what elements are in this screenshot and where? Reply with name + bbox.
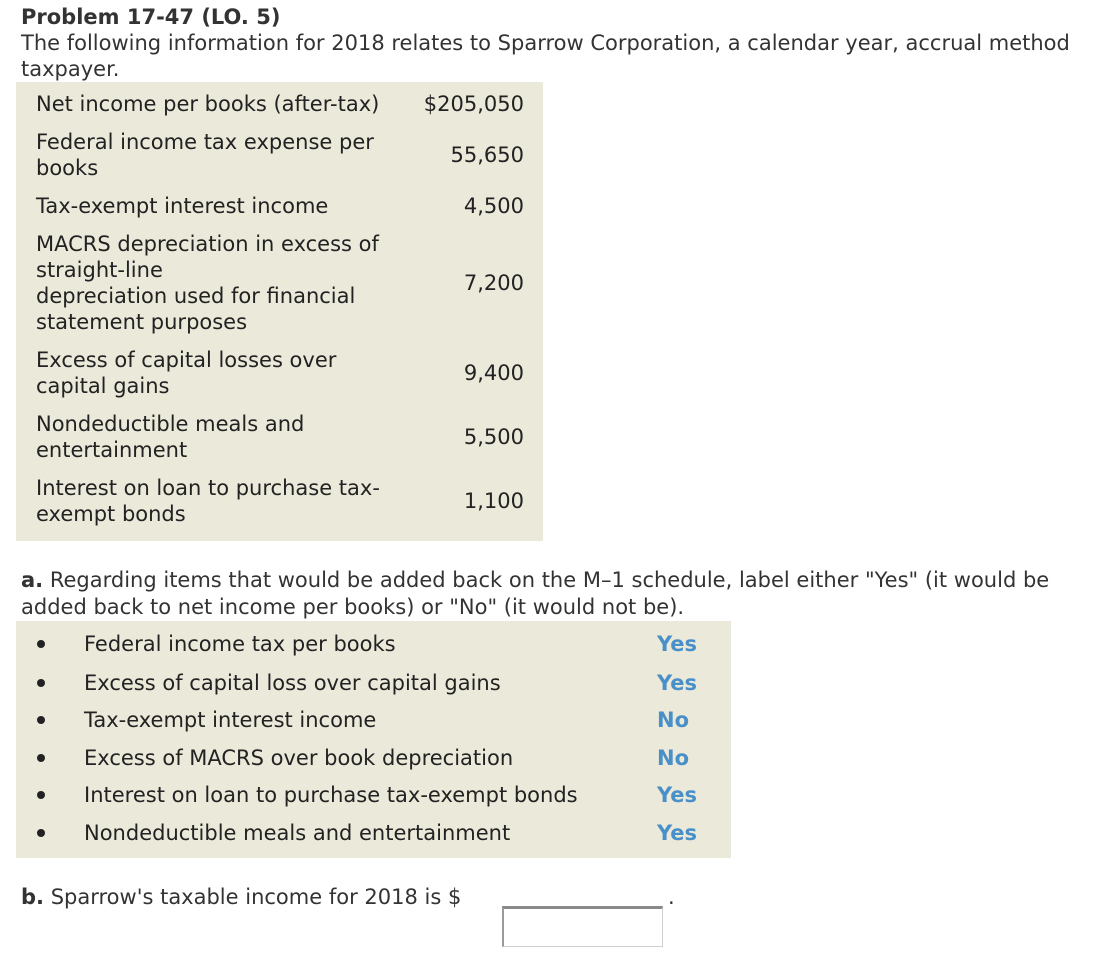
- table-row: [16, 129, 543, 193]
- item-label: Nondeductible meals and entertainment: [36, 412, 305, 462]
- part-a-answers: [16, 621, 731, 858]
- given-data-table: [16, 82, 543, 541]
- bullet-icon: [37, 716, 45, 724]
- table-row: [16, 91, 543, 129]
- trailing-period: .: [668, 885, 675, 909]
- problem-intro: The following information for 2018 relates to Sparrow Corporation, a calendar year, accrual method taxpayer.: [21, 31, 1070, 81]
- list-item: [16, 818, 731, 856]
- item-value: 55,650: [450, 143, 524, 167]
- part-b-text: Sparrow's taxable income for 2018 is $: [50, 885, 462, 909]
- item-label: MACRS depreciation in excess of straight-line depreciation used for financial statement purposes: [36, 232, 379, 334]
- answer-label: Excess of MACRS over book depreciation: [84, 746, 514, 770]
- list-item: [16, 629, 731, 667]
- taxable-income-input[interactable]: [502, 906, 663, 947]
- part-b-question: [21, 884, 461, 911]
- answer-value: No: [657, 746, 690, 770]
- list-item: [16, 780, 731, 818]
- answer-label: Tax-exempt interest income: [84, 708, 377, 732]
- answer-label: Nondeductible meals and entertainment: [84, 821, 511, 845]
- item-label: Tax-exempt interest income: [36, 194, 329, 218]
- item-value: 7,200: [463, 271, 524, 295]
- list-item: [16, 668, 731, 706]
- bullet-icon: [37, 679, 45, 687]
- item-label: Interest on loan to purchase tax-exempt bonds: [36, 476, 380, 526]
- table-row: [16, 193, 543, 231]
- answer-value: Yes: [657, 821, 698, 845]
- bullet-icon: [37, 791, 45, 799]
- list-item: [16, 705, 731, 743]
- answer-label: Excess of capital loss over capital gains: [84, 671, 501, 695]
- bullet-icon: [37, 754, 45, 762]
- item-value: 5,500: [463, 425, 524, 449]
- item-value: 1,100: [463, 489, 524, 513]
- table-row: [16, 411, 543, 475]
- item-label: Federal income tax expense per books: [36, 130, 374, 180]
- problem-title: Problem 17-47 (LO. 5): [21, 5, 281, 29]
- part-a-marker: a.: [21, 568, 44, 592]
- part-a-question: [21, 567, 1091, 621]
- part-a-text: Regarding items that would be added back on the M–1 schedule, label either "Yes" (it would be added back to net income per books) or "No" (it would not be).: [21, 568, 1050, 619]
- item-value: $205,050: [423, 92, 524, 116]
- answer-value: No: [657, 708, 690, 732]
- bullet-icon: [37, 829, 45, 837]
- item-label: Excess of capital losses over capital gains: [36, 348, 337, 398]
- item-value: 4,500: [463, 194, 524, 218]
- item-value: 9,400: [463, 361, 524, 385]
- answer-label: Federal income tax per books: [84, 632, 396, 656]
- item-label: Net income per books (after-tax): [36, 92, 380, 116]
- list-item: [16, 743, 731, 781]
- table-row: [16, 475, 543, 539]
- part-b-marker: b.: [21, 885, 45, 909]
- table-row: [16, 231, 543, 347]
- table-row: [16, 347, 543, 411]
- answer-value: Yes: [657, 783, 698, 807]
- bullet-icon: [37, 640, 45, 648]
- answer-value: Yes: [657, 632, 698, 656]
- answer-value: Yes: [657, 671, 698, 695]
- answer-label: Interest on loan to purchase tax-exempt bonds: [84, 783, 578, 807]
